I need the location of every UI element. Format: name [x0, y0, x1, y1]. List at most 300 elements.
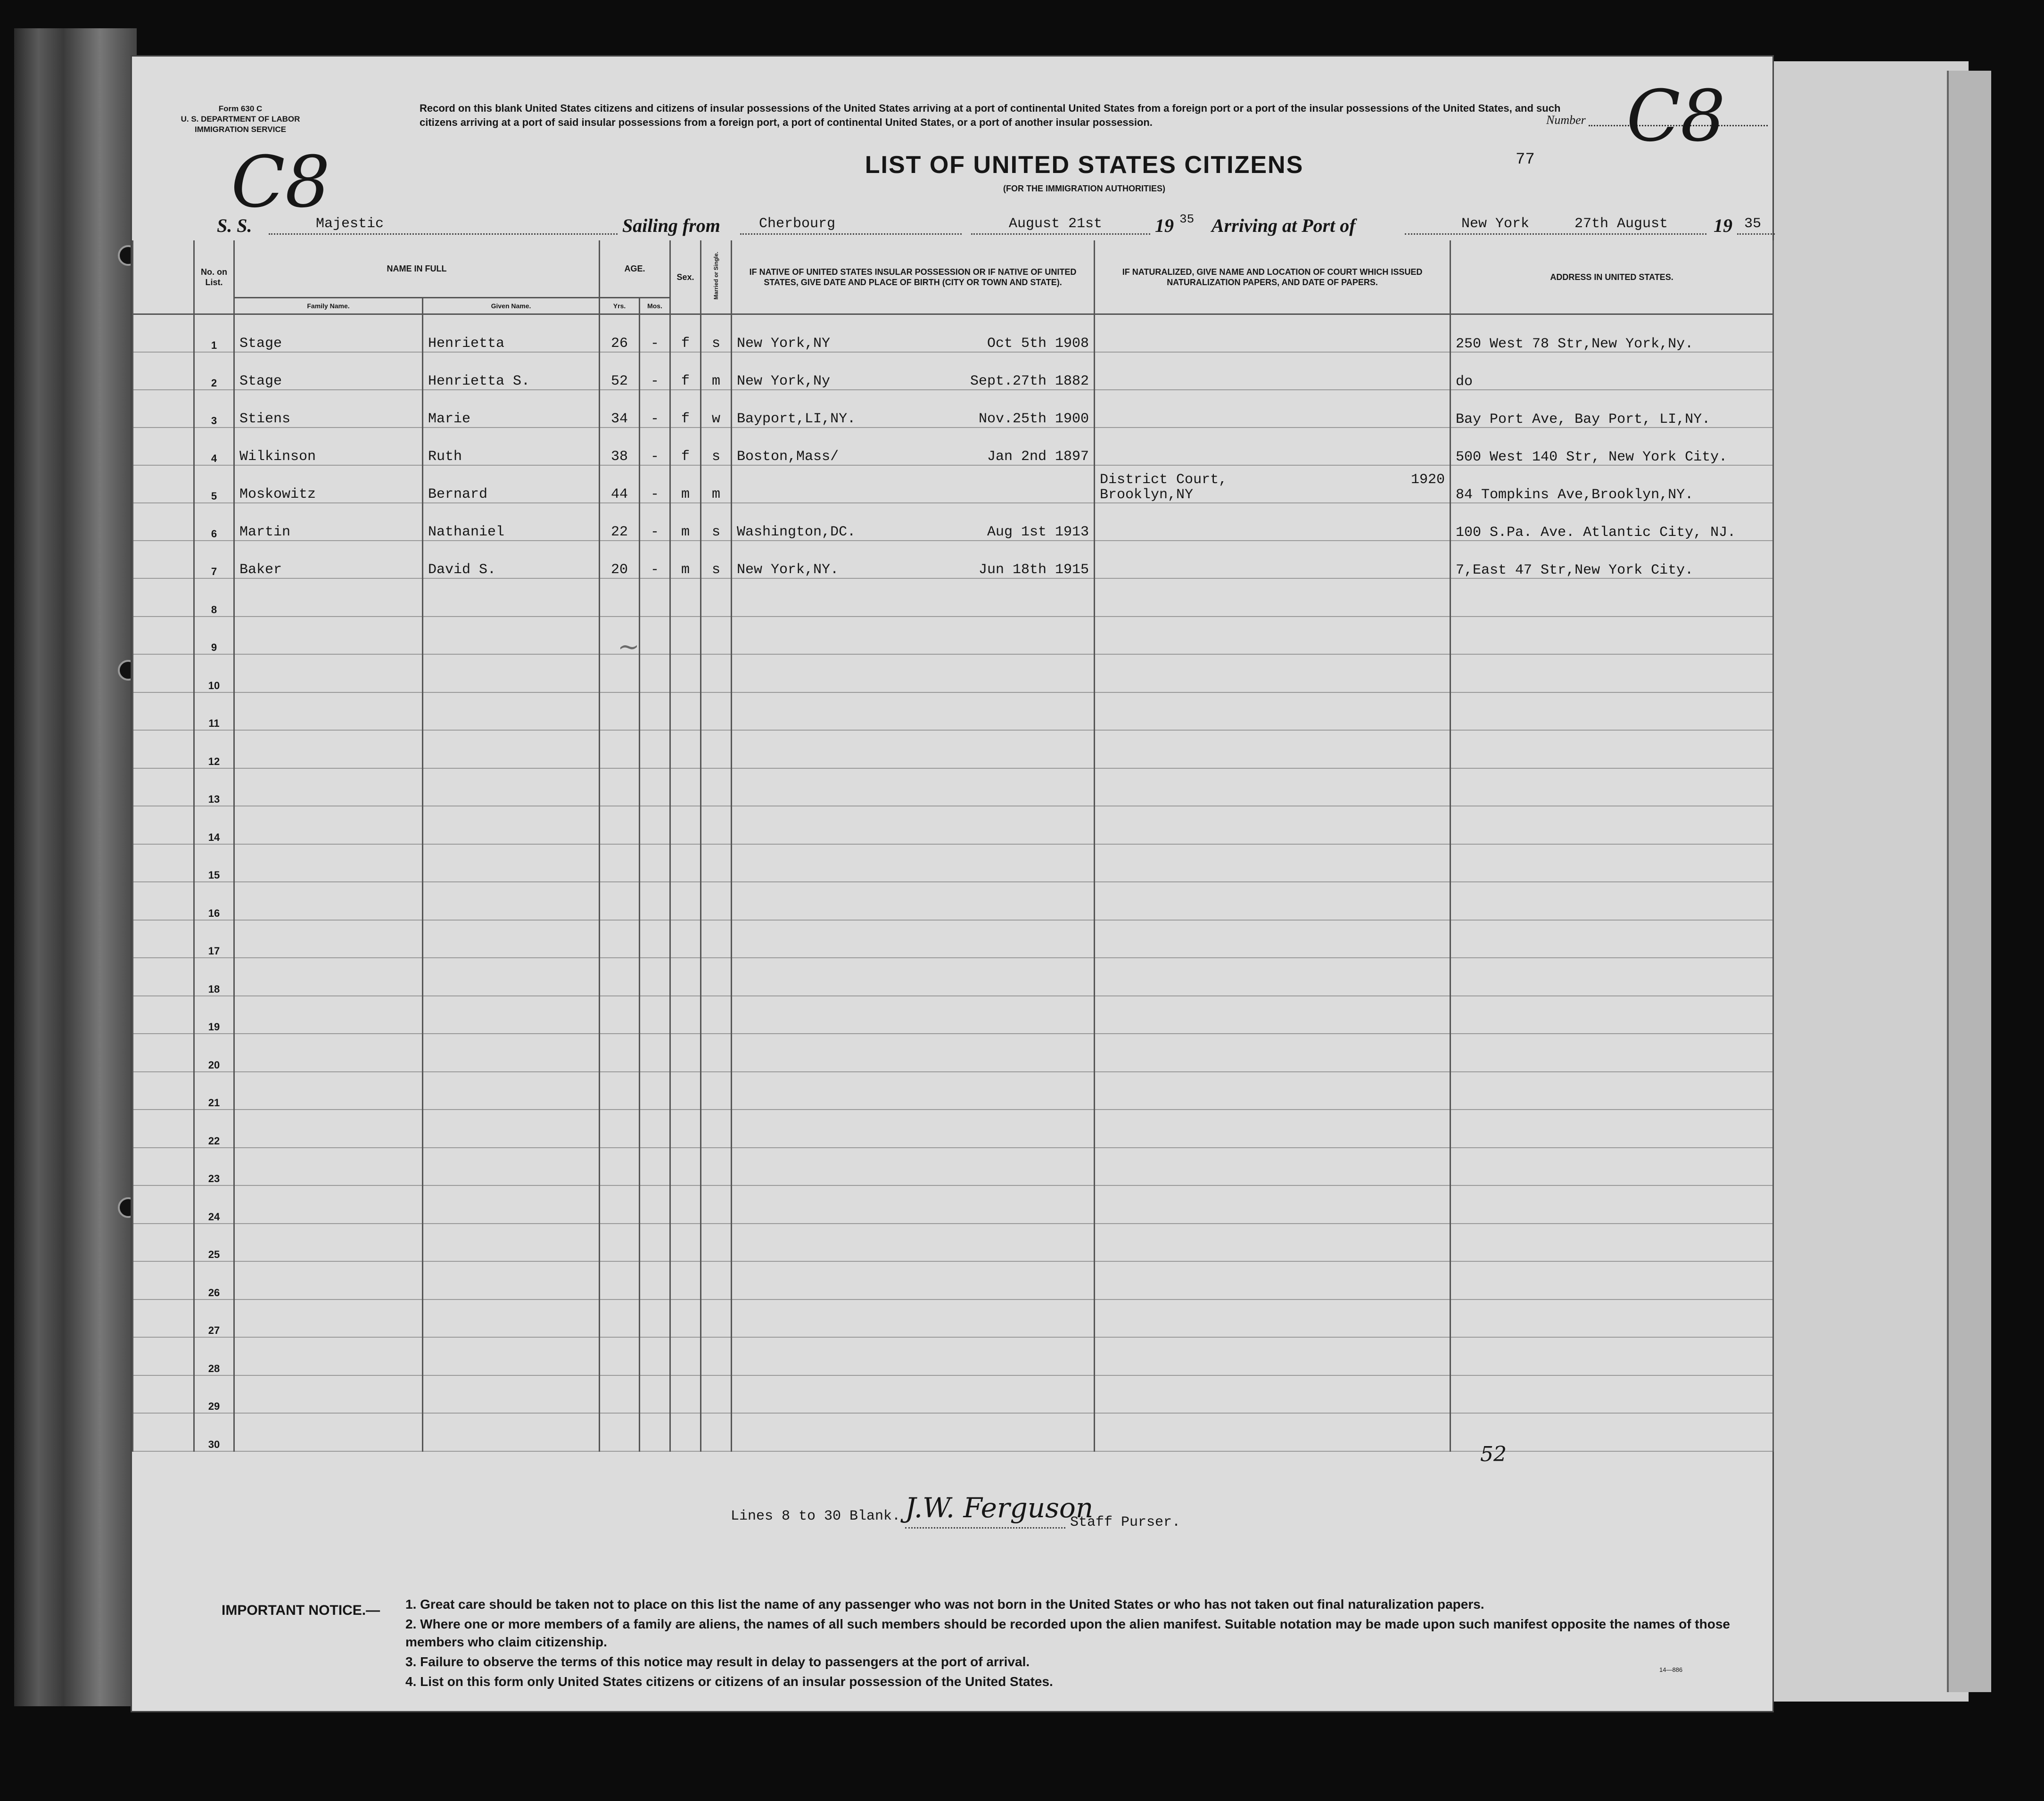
age-months-cell: -: [640, 465, 670, 503]
empty-cell: [640, 617, 670, 655]
empty-cell: [1095, 1110, 1451, 1148]
empty-cell: [640, 1413, 670, 1451]
empty-cell: [234, 1148, 423, 1186]
departure-date: August 21st: [1009, 216, 1103, 232]
empty-cell: [423, 806, 600, 844]
margin-cell: [133, 1299, 194, 1338]
empty-cell: [234, 1261, 423, 1299]
address-cell: 84 Tompkins Ave,Brooklyn,NY.: [1451, 465, 1773, 503]
empty-cell: [234, 1224, 423, 1262]
empty-cell: [1451, 882, 1773, 920]
empty-cell: [234, 958, 423, 996]
empty-cell: [670, 1299, 701, 1338]
empty-cell: [423, 958, 600, 996]
voyage-line: [217, 212, 1801, 240]
arrival-date: 27th August: [1574, 216, 1668, 232]
empty-cell: [1451, 654, 1773, 692]
margin-cell: [133, 1261, 194, 1299]
empty-cell: [234, 844, 423, 882]
arrival-year: 35: [1744, 216, 1762, 232]
sex-cell: m: [670, 503, 701, 541]
empty-cell: [1095, 1072, 1451, 1110]
address-cell: 250 West 78 Str,New York,Ny.: [1451, 314, 1773, 353]
signature-line: [905, 1527, 1065, 1529]
empty-cell: [423, 1299, 600, 1338]
empty-cell: [670, 958, 701, 996]
table-row-blank: [133, 958, 1773, 996]
empty-cell: [600, 1261, 640, 1299]
sex-cell: f: [670, 352, 701, 390]
list-number-cell: 26: [194, 1261, 234, 1299]
empty-cell: [234, 1034, 423, 1072]
empty-cell: [1451, 1185, 1773, 1224]
empty-cell: [1451, 1337, 1773, 1375]
sex-cell: m: [670, 541, 701, 578]
list-number-cell: 11: [194, 692, 234, 731]
sex-cell: m: [670, 465, 701, 503]
empty-cell: [1451, 768, 1773, 806]
empty-cell: [1095, 996, 1451, 1034]
age-years-cell: 20: [600, 541, 640, 578]
table-row-blank: [133, 730, 1773, 768]
empty-cell: [670, 617, 701, 655]
arriving-label: Arriving at Port of: [1212, 215, 1356, 236]
empty-cell: [670, 578, 701, 617]
family-name-cell: Stiens: [234, 390, 423, 428]
margin-cell: [133, 617, 194, 655]
empty-cell: [1451, 996, 1773, 1034]
margin-cell: [133, 1224, 194, 1262]
empty-cell: [701, 1072, 732, 1110]
age-years-cell: 34: [600, 390, 640, 428]
empty-cell: [423, 920, 600, 958]
page-title: LIST OF UNITED STATES CITIZENS: [865, 151, 1304, 179]
naturalization-cell: [1095, 428, 1451, 465]
empty-cell: [732, 1110, 1095, 1148]
empty-cell: [1451, 1034, 1773, 1072]
empty-cell: [640, 692, 670, 731]
ship-line: [269, 233, 618, 235]
empty-cell: [732, 958, 1095, 996]
given-name-cell: David S.: [423, 541, 600, 578]
empty-cell: [640, 1299, 670, 1338]
age-years-cell: 38: [600, 428, 640, 465]
age-years-cell: 26: [600, 314, 640, 353]
manifest-page: [132, 57, 1772, 1711]
year-line: [1737, 233, 1775, 235]
col-yrs: Yrs.: [600, 298, 640, 314]
empty-cell: [600, 1337, 640, 1375]
empty-cell: [423, 1034, 600, 1072]
empty-cell: [1095, 958, 1451, 996]
empty-cell: [600, 1072, 640, 1110]
empty-cell: [1451, 692, 1773, 731]
empty-cell: [234, 654, 423, 692]
empty-cell: [640, 1261, 670, 1299]
count-mark: 52: [1480, 1442, 1507, 1466]
empty-cell: [1451, 1375, 1773, 1414]
empty-cell: [732, 1261, 1095, 1299]
empty-cell: [600, 958, 640, 996]
margin-cell: [133, 314, 194, 353]
empty-cell: [1095, 617, 1451, 655]
table-row: [133, 465, 1773, 503]
empty-cell: [423, 1185, 600, 1224]
empty-cell: [600, 692, 640, 731]
table-row-blank: [133, 1034, 1773, 1072]
margin-cell: [133, 882, 194, 920]
margin-cell: [133, 806, 194, 844]
empty-cell: [1095, 806, 1451, 844]
empty-cell: [670, 1261, 701, 1299]
empty-cell: [600, 1034, 640, 1072]
age-years-cell: 22: [600, 503, 640, 541]
list-number-cell: 8: [194, 578, 234, 617]
age-years-cell: 44: [600, 465, 640, 503]
empty-cell: [701, 1185, 732, 1224]
empty-cell: [732, 730, 1095, 768]
table-row-blank: [133, 1072, 1773, 1110]
margin-cell: [133, 465, 194, 503]
empty-cell: [423, 996, 600, 1034]
empty-cell: [1095, 768, 1451, 806]
birth-date: Aug 1st 1913: [987, 524, 1089, 540]
empty-cell: [670, 1337, 701, 1375]
empty-cell: [732, 844, 1095, 882]
birth-cell: [732, 314, 1095, 353]
col-name-in-full: NAME IN FULL: [234, 240, 600, 298]
empty-cell: [234, 1110, 423, 1148]
empty-cell: [1451, 806, 1773, 844]
empty-cell: [1095, 1261, 1451, 1299]
sex-cell: f: [670, 314, 701, 353]
empty-cell: [423, 844, 600, 882]
margin-cell: [133, 578, 194, 617]
empty-cell: [640, 1185, 670, 1224]
table-row-blank: [133, 617, 1773, 655]
empty-cell: [600, 578, 640, 617]
empty-cell: [701, 578, 732, 617]
empty-cell: [600, 730, 640, 768]
empty-cell: [234, 1337, 423, 1375]
given-name-cell: Henrietta: [423, 314, 600, 353]
table-row-blank: [133, 996, 1773, 1034]
empty-cell: [640, 996, 670, 1034]
marital-cell: m: [701, 352, 732, 390]
address-cell: 100 S.Pa. Ave. Atlantic City, NJ.: [1451, 503, 1773, 541]
form-department: U. S. DEPARTMENT OF LABOR: [181, 115, 300, 123]
birth-cell: [732, 503, 1095, 541]
background-page: [1744, 61, 1969, 1702]
empty-cell: [640, 806, 670, 844]
margin-cell: [133, 352, 194, 390]
empty-cell: [640, 768, 670, 806]
address-cell: 500 West 140 Str, New York City.: [1451, 428, 1773, 465]
empty-cell: [234, 806, 423, 844]
marital-cell: m: [701, 465, 732, 503]
birth-cell: [732, 352, 1095, 390]
marital-cell: w: [701, 390, 732, 428]
empty-cell: [670, 692, 701, 731]
birth-date: Jan 2nd 1897: [987, 449, 1089, 465]
empty-cell: [640, 844, 670, 882]
empty-cell: [1095, 1375, 1451, 1414]
purser-role: Staff Purser.: [1070, 1514, 1181, 1530]
empty-cell: [732, 1413, 1095, 1451]
list-number-cell: 25: [194, 1224, 234, 1262]
birth-date: Nov.25th 1900: [978, 411, 1089, 427]
empty-cell: [732, 996, 1095, 1034]
form-number: Form 630 C: [218, 104, 263, 113]
sailing-label: Sailing from: [622, 215, 720, 236]
list-number-cell: 12: [194, 730, 234, 768]
list-number-cell: 23: [194, 1148, 234, 1186]
empty-cell: [701, 730, 732, 768]
list-number-cell: 9: [194, 617, 234, 655]
empty-cell: [670, 882, 701, 920]
naturalization-cell: [1095, 503, 1451, 541]
empty-cell: [732, 1375, 1095, 1414]
empty-cell: [670, 1148, 701, 1186]
table-row-blank: [133, 1261, 1773, 1299]
empty-cell: [600, 1375, 640, 1414]
empty-cell: [1451, 1148, 1773, 1186]
empty-cell: [423, 768, 600, 806]
empty-cell: [234, 1413, 423, 1451]
empty-cell: [1451, 1299, 1773, 1338]
empty-cell: [701, 1224, 732, 1262]
year-prefix: 19: [1155, 215, 1174, 236]
sex-cell: f: [670, 390, 701, 428]
notice-item-1: 1. Great care should be taken not to place on this list the name of any passenger who was not born in the United States or who has not taken out final naturalization papers.: [405, 1597, 1484, 1612]
birth-cell: [732, 465, 1095, 503]
col-birth: IF NATIVE OF UNITED STATES INSULAR POSSESSION OR IF NATIVE OF UNITED STATES, GIVE DATE AND PLACE OF BIRTH (CITY OR TOWN AND STATE).: [732, 240, 1095, 314]
empty-cell: [701, 1110, 732, 1148]
empty-cell: [600, 844, 640, 882]
table-row-blank: [133, 1375, 1773, 1414]
empty-cell: [732, 806, 1095, 844]
empty-cell: [234, 996, 423, 1034]
naturalization-cell: [1095, 352, 1451, 390]
naturalization-cell: [1095, 465, 1451, 503]
empty-cell: [640, 882, 670, 920]
margin-cell: [133, 730, 194, 768]
empty-cell: [600, 996, 640, 1034]
birth-date: Oct 5th 1908: [987, 336, 1089, 352]
empty-cell: [600, 1413, 640, 1451]
arrival-line: [1405, 233, 1706, 235]
table-row-blank: [133, 768, 1773, 806]
empty-cell: [732, 920, 1095, 958]
list-number-cell: 24: [194, 1185, 234, 1224]
year-prefix: 19: [1714, 215, 1732, 236]
empty-cell: [423, 1224, 600, 1262]
list-number-cell: 6: [194, 503, 234, 541]
margin-cell: [133, 844, 194, 882]
address-cell: Bay Port Ave, Bay Port, LI,NY.: [1451, 390, 1773, 428]
empty-cell: [423, 578, 600, 617]
list-number-cell: 16: [194, 882, 234, 920]
margin-cell: [133, 654, 194, 692]
empty-cell: [701, 920, 732, 958]
empty-cell: [701, 1261, 732, 1299]
col-married: [701, 240, 732, 314]
list-number-cell: 21: [194, 1072, 234, 1110]
age-years-cell: 52: [600, 352, 640, 390]
empty-cell: [640, 958, 670, 996]
empty-cell: [423, 1413, 600, 1451]
notice-item-2: 2. Where one or more members of a family are aliens, the names of all such members should be recorded upon the alien manifest. Suitable notation may be made upon such manifest opposite the names of those members who claim citizenship.: [405, 1617, 1730, 1649]
naturalization-year: 1920: [1411, 472, 1445, 488]
list-number-cell: 30: [194, 1413, 234, 1451]
empty-cell: [701, 692, 732, 731]
empty-cell: [1095, 1034, 1451, 1072]
empty-cell: [1095, 920, 1451, 958]
list-number-cell: 29: [194, 1375, 234, 1414]
table-row: [133, 503, 1773, 541]
list-number-cell: 19: [194, 996, 234, 1034]
empty-cell: [670, 1375, 701, 1414]
margin-cell: [133, 1148, 194, 1186]
table-row: [133, 428, 1773, 465]
empty-cell: [640, 1148, 670, 1186]
margin-cell: [133, 1072, 194, 1110]
margin-cell: [133, 1110, 194, 1148]
page-number: 77: [1516, 151, 1535, 169]
table-row-blank: [133, 806, 1773, 844]
list-number-cell: 5: [194, 465, 234, 503]
margin-cell: [133, 692, 194, 731]
number-label: Number: [1546, 113, 1586, 127]
naturalization-cell: [1095, 314, 1451, 353]
corner-list-mark: C8: [231, 141, 330, 223]
address-cell: 7,East 47 Str,New York City.: [1451, 541, 1773, 578]
empty-cell: [732, 1148, 1095, 1186]
empty-cell: [732, 617, 1095, 655]
col-sex: Sex.: [670, 240, 701, 314]
sailing-line: [740, 233, 962, 235]
col-no: No. on List.: [194, 240, 234, 314]
birth-place: Washington,DC.: [737, 524, 856, 540]
col-address: ADDRESS IN UNITED STATES.: [1451, 240, 1773, 314]
list-number-cell: 4: [194, 428, 234, 465]
page-subtitle: (FOR THE IMMIGRATION AUTHORITIES): [1003, 184, 1165, 193]
empty-cell: [701, 844, 732, 882]
margin-cell: [133, 1413, 194, 1451]
birth-place: Bayport,LI,NY.: [737, 411, 856, 427]
date-line: [971, 233, 1150, 235]
family-name-cell: Baker: [234, 541, 423, 578]
empty-cell: [640, 1072, 670, 1110]
empty-cell: [701, 654, 732, 692]
empty-cell: [732, 882, 1095, 920]
empty-cell: [600, 1299, 640, 1338]
list-number-cell: 18: [194, 958, 234, 996]
table-row-blank: [133, 1110, 1773, 1148]
ss-label: S. S.: [217, 215, 252, 236]
empty-cell: [701, 768, 732, 806]
table-row-blank: [133, 920, 1773, 958]
table-row-blank: [133, 1413, 1773, 1451]
address-cell: do: [1451, 352, 1773, 390]
age-months-cell: -: [640, 390, 670, 428]
margin-cell: [133, 768, 194, 806]
family-name-cell: Wilkinson: [234, 428, 423, 465]
empty-cell: [423, 617, 600, 655]
empty-cell: [1451, 1110, 1773, 1148]
list-number-cell: 28: [194, 1337, 234, 1375]
empty-cell: [732, 1185, 1095, 1224]
empty-cell: [670, 996, 701, 1034]
notice-item-3: 3. Failure to observe the terms of this notice may result in delay to passengers at the port of arrival.: [405, 1654, 1030, 1669]
list-number-cell: 15: [194, 844, 234, 882]
form-instructions: Record on this blank United States citizens and citizens of insular possessions of the United States arriving at a port of continental United States from a foreign port or a port of the insular possessions of the United States, and such citizens arriving at a port of said insular possessions from a foreign port, a port of continental United States, or a port of another insular possession.: [420, 102, 1561, 128]
birth-cell: [732, 390, 1095, 428]
given-name-cell: Bernard: [423, 465, 600, 503]
form-service: IMMIGRATION SERVICE: [195, 125, 286, 134]
empty-cell: [1451, 730, 1773, 768]
table-row-blank: [133, 1299, 1773, 1338]
empty-cell: [1095, 1148, 1451, 1186]
background-page-edge: [1947, 71, 1991, 1692]
given-name-cell: Marie: [423, 390, 600, 428]
table-row-blank: [133, 882, 1773, 920]
margin-cell: [133, 920, 194, 958]
empty-cell: [732, 692, 1095, 731]
margin-column: [133, 240, 194, 314]
handwritten-margin-note: ~: [618, 632, 640, 662]
empty-cell: [732, 1337, 1095, 1375]
empty-cell: [423, 1072, 600, 1110]
empty-cell: [1451, 920, 1773, 958]
empty-cell: [1095, 1299, 1451, 1338]
empty-cell: [640, 1375, 670, 1414]
empty-cell: [1451, 578, 1773, 617]
col-given-name: Given Name.: [423, 298, 600, 314]
age-months-cell: -: [640, 503, 670, 541]
marital-cell: s: [701, 541, 732, 578]
empty-cell: [732, 768, 1095, 806]
print-code: 14—886: [1659, 1666, 1683, 1673]
empty-cell: [640, 654, 670, 692]
given-name-cell: Nathaniel: [423, 503, 600, 541]
empty-cell: [234, 768, 423, 806]
empty-cell: [732, 1299, 1095, 1338]
list-number: C8: [1626, 75, 1726, 157]
table-row-blank: [133, 1337, 1773, 1375]
age-months-cell: -: [640, 352, 670, 390]
col-naturalized: IF NATURALIZED, GIVE NAME AND LOCATION OF COURT WHICH ISSUED NATURALIZATION PAPERS, AND DATE OF PAPERS.: [1095, 240, 1451, 314]
empty-cell: [234, 730, 423, 768]
birth-date: Sept.27th 1882: [970, 373, 1089, 389]
empty-cell: [701, 1375, 732, 1414]
empty-cell: [701, 882, 732, 920]
list-number-cell: 14: [194, 806, 234, 844]
empty-cell: [732, 1072, 1095, 1110]
empty-cell: [670, 1034, 701, 1072]
empty-cell: [423, 1337, 600, 1375]
notice-list: [405, 1595, 1754, 1693]
empty-cell: [423, 654, 600, 692]
list-number-cell: 10: [194, 654, 234, 692]
naturalization-cell: [1095, 541, 1451, 578]
empty-cell: [600, 1148, 640, 1186]
empty-cell: [1095, 882, 1451, 920]
naturalization-court: District Court, Brooklyn,NY: [1100, 472, 1228, 503]
marital-cell: s: [701, 428, 732, 465]
empty-cell: [600, 768, 640, 806]
list-number-cell: 3: [194, 390, 234, 428]
